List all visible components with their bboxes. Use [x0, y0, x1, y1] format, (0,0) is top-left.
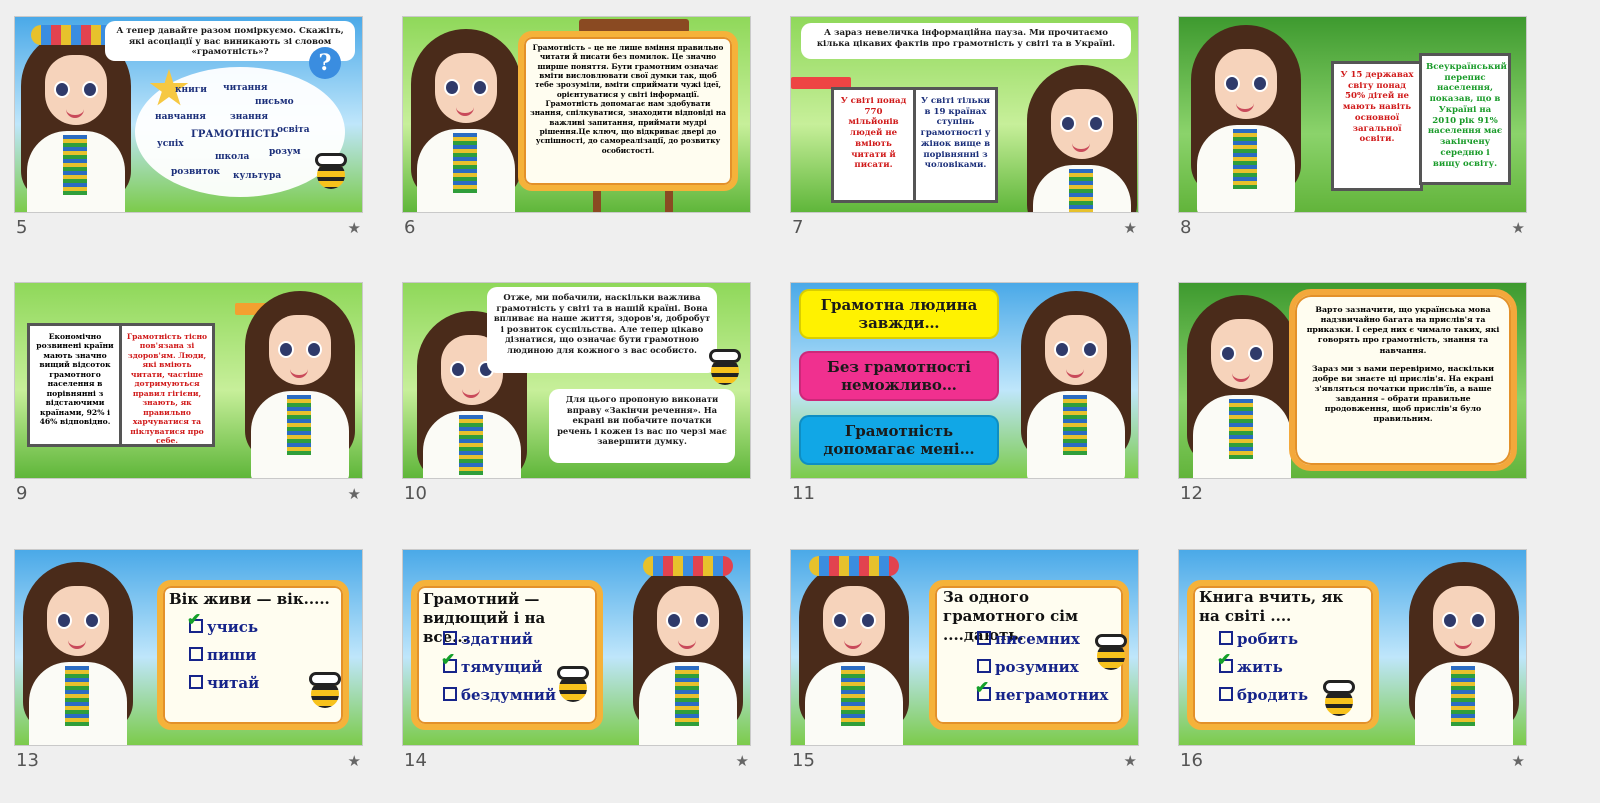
slide-thumbnail-6[interactable] — [402, 16, 751, 270]
proverb-question: Грамотний — видющий і на все... — [423, 590, 546, 646]
slide-number: 14 — [404, 750, 427, 771]
slide-thumbnail-15[interactable] — [790, 549, 1139, 803]
slide-number: 15 — [792, 750, 815, 771]
slide-thumbnail-14[interactable] — [402, 549, 751, 803]
slide-number: 11 — [792, 483, 815, 504]
slide-thumbnail-10[interactable] — [402, 282, 751, 536]
slide-number: 16 — [1180, 750, 1203, 771]
slide-preview[interactable] — [14, 16, 363, 213]
slide-preview[interactable] — [14, 549, 363, 746]
slide-number: 5 — [16, 217, 28, 238]
slide-preview[interactable] — [790, 549, 1139, 746]
slide-number: 12 — [1180, 483, 1203, 504]
animation-star-icon[interactable]: ★ — [1511, 752, 1525, 770]
slide-text-1: Варто зазначити, що українська мова надзвичайно багата на прислів'я та приказки. І серед них є чимало таких, які говорять про грамотність, знання та навчання. — [1306, 305, 1500, 355]
option-2[interactable]: ✔ жить — [1217, 650, 1283, 676]
word: культура — [233, 171, 282, 181]
fact-book-left: У світі понад 770 мільйонів людей не вміють читати й писати. — [831, 87, 916, 203]
slide-preview[interactable] — [1178, 282, 1527, 479]
center-word: ГРАМОТНІСТЬ — [191, 129, 279, 140]
slide-thumbnail-16[interactable] — [1178, 549, 1527, 803]
word: навчання — [155, 112, 206, 122]
girl-illustration — [795, 554, 913, 746]
slide-number: 10 — [404, 483, 427, 504]
slide-thumbnail-7[interactable] — [790, 16, 1139, 270]
slide-preview[interactable] — [402, 549, 751, 746]
option-2[interactable]: ✔ тямущий — [441, 650, 543, 676]
proverb-question: Книга вчить, як на світі .... — [1199, 588, 1344, 625]
bee-icon — [553, 660, 593, 704]
fact-book-left: Економічно розвинені країни мають значно вищий відсоток грамотного населення в порівнянні з відстаючими країнами, 92% і 46% відповідно. — [27, 323, 123, 447]
word: розвиток — [171, 167, 221, 177]
animation-star-icon[interactable]: ★ — [735, 752, 749, 770]
bee-icon — [705, 343, 745, 387]
bee-icon — [1319, 674, 1359, 718]
option-3[interactable]: читай — [189, 674, 259, 692]
fact-book-right: Всеукраїнський перепис населення, показав, що в Україні на 2010 рік 91% населення має закінчену середню і вищу освіту. — [1419, 53, 1511, 185]
girl-illustration — [1023, 57, 1139, 213]
check-icon: ✔ — [975, 678, 990, 698]
animation-star-icon[interactable]: ★ — [347, 485, 361, 503]
girl-illustration — [1017, 283, 1135, 478]
option-2[interactable]: розумних — [977, 658, 1079, 676]
word: читання — [223, 83, 268, 93]
animation-star-icon[interactable]: ★ — [347, 752, 361, 770]
fact-book-right: Грамотність тісно пов'язана зі здоров'ям. Люди, які вміють читати, частіше дотримуються правил гігієни, знають, як правильно харчуватися та піклуватися про себе. — [119, 323, 215, 447]
slide-preview[interactable] — [1178, 16, 1527, 213]
animation-star-icon[interactable]: ★ — [1123, 752, 1137, 770]
option-1[interactable]: ✔ учись — [187, 610, 259, 636]
word: освіта — [277, 125, 310, 135]
slide-text-board — [1289, 289, 1517, 471]
sentence-start-1: Грамотна людина завжди… — [799, 289, 999, 339]
girl-illustration — [1183, 287, 1301, 479]
slide-preview[interactable] — [790, 16, 1139, 213]
animation-star-icon[interactable]: ★ — [1123, 219, 1137, 237]
slide-number: 7 — [792, 217, 804, 238]
girl-illustration — [629, 554, 747, 746]
bee-icon — [311, 147, 351, 191]
slide-number: 13 — [16, 750, 39, 771]
fact-book-left: У 15 державах світу понад 50% дітей не мають навіть основної загальної освіти. — [1331, 61, 1423, 191]
slide-text: Грамотність – це не лише вміння правильно читати й писати без помилок. Це значно ширше поняття. Бути грамотним означає вміти висловлювати свої думки так, щоб тебе зрозуміли, вміти сприймати чужі ідеї, орієнтуватися у світі інформації. Грамотність допомагає нам здобувати знання, спілкуватися, знаходити відповіді на важливі запитання, приймати мудрі рішення.Це ключ, що відкриває двері до успішності, до самореалізації, до розвитку особистості. — [518, 31, 738, 191]
slide-text-2: Зараз ми з вами перевіримо, наскільки добре ви знаєте ці прислів'я. На екрані з'являться початки прислів'їв, а ваше завдання – обрати правильне продовження, щоб прислів'я було правильним. — [1312, 363, 1494, 424]
proverb-question: Вік живи — вік..... — [169, 590, 330, 608]
proverb-question: За одного грамотного сім ....дають. — [943, 588, 1078, 644]
slide-number: 9 — [16, 483, 28, 504]
option-1[interactable]: здатний — [443, 630, 533, 648]
slide-thumbnail-11[interactable] — [790, 282, 1139, 536]
girl-illustration — [1405, 554, 1523, 746]
bee-icon — [1091, 628, 1131, 672]
word: успіх — [157, 139, 184, 149]
slide-text-2: Для цього пропоную виконати вправу «Закінчи речення». На екрані ви побачите початки речень і кожен із вас по черзі має завершити думку. — [549, 389, 735, 463]
option-3[interactable]: бродить — [1219, 686, 1308, 704]
fact-book-right: У світі тільки в 19 країнах ступінь грамотності у жінок вище в порівнянні з чоловіками. — [913, 87, 998, 203]
bee-icon — [305, 666, 345, 710]
word: письмо — [255, 97, 294, 107]
option-3[interactable]: ✔ неграмотних — [975, 678, 1109, 704]
option-1[interactable]: робить — [1219, 630, 1298, 648]
slide-number: 8 — [1180, 217, 1192, 238]
slide-thumbnail-9[interactable] — [14, 282, 363, 536]
slide-preview[interactable] — [14, 282, 363, 479]
question-mark-icon: ? — [309, 47, 341, 79]
animation-star-icon[interactable]: ★ — [1511, 219, 1525, 237]
option-3[interactable]: бездумний — [443, 686, 556, 704]
girl-illustration — [241, 283, 359, 478]
word: книги — [175, 85, 207, 95]
girl-illustration — [1187, 17, 1305, 212]
slide-preview[interactable] — [1178, 549, 1527, 746]
slide-thumbnail-8[interactable] — [1178, 16, 1527, 270]
word: розум — [269, 147, 301, 157]
slide-thumbnail-5[interactable] — [14, 16, 363, 270]
slide-preview[interactable] — [790, 282, 1139, 479]
slide-number: 6 — [404, 217, 416, 238]
check-icon: ✔ — [187, 610, 202, 630]
option-1[interactable]: писемних — [977, 630, 1080, 648]
girl-illustration — [407, 21, 525, 213]
slide-preview[interactable] — [402, 282, 751, 479]
check-icon: ✔ — [1217, 650, 1232, 670]
slide-text: А зараз невеличка інформаційна пауза. Ми прочитаємо кілька цікавих фактів про грамотність у світі та в Україні. — [801, 23, 1131, 59]
word: школа — [215, 152, 250, 162]
animation-star-icon[interactable]: ★ — [347, 219, 361, 237]
slide-thumbnail-12[interactable] — [1178, 282, 1527, 536]
sentence-start-3: Грамотність допомагає мені… — [799, 415, 999, 465]
sentence-start-2: Без грамотності неможливо… — [799, 351, 999, 401]
check-icon: ✔ — [441, 650, 456, 670]
slide-text: А тепер давайте разом поміркуємо. Скажіть, які асоціації у вас виникають зі словом «грамотність»? — [105, 21, 355, 61]
slide-thumbnail-13[interactable] — [14, 549, 363, 803]
option-2[interactable]: пиши — [189, 646, 256, 664]
slide-text-1: Отже, ми побачили, наскільки важлива грамотність у світі та в нашій країні. Вона впливає на наше життя, здоров'я, добробут і розвиток суспільства. Але тепер цікаво дізнатися, що означає бути грамотною людиною для кожного з вас особисто. — [487, 287, 717, 373]
girl-illustration — [19, 554, 137, 746]
word: знання — [230, 112, 268, 122]
slide-preview[interactable] — [402, 16, 751, 213]
